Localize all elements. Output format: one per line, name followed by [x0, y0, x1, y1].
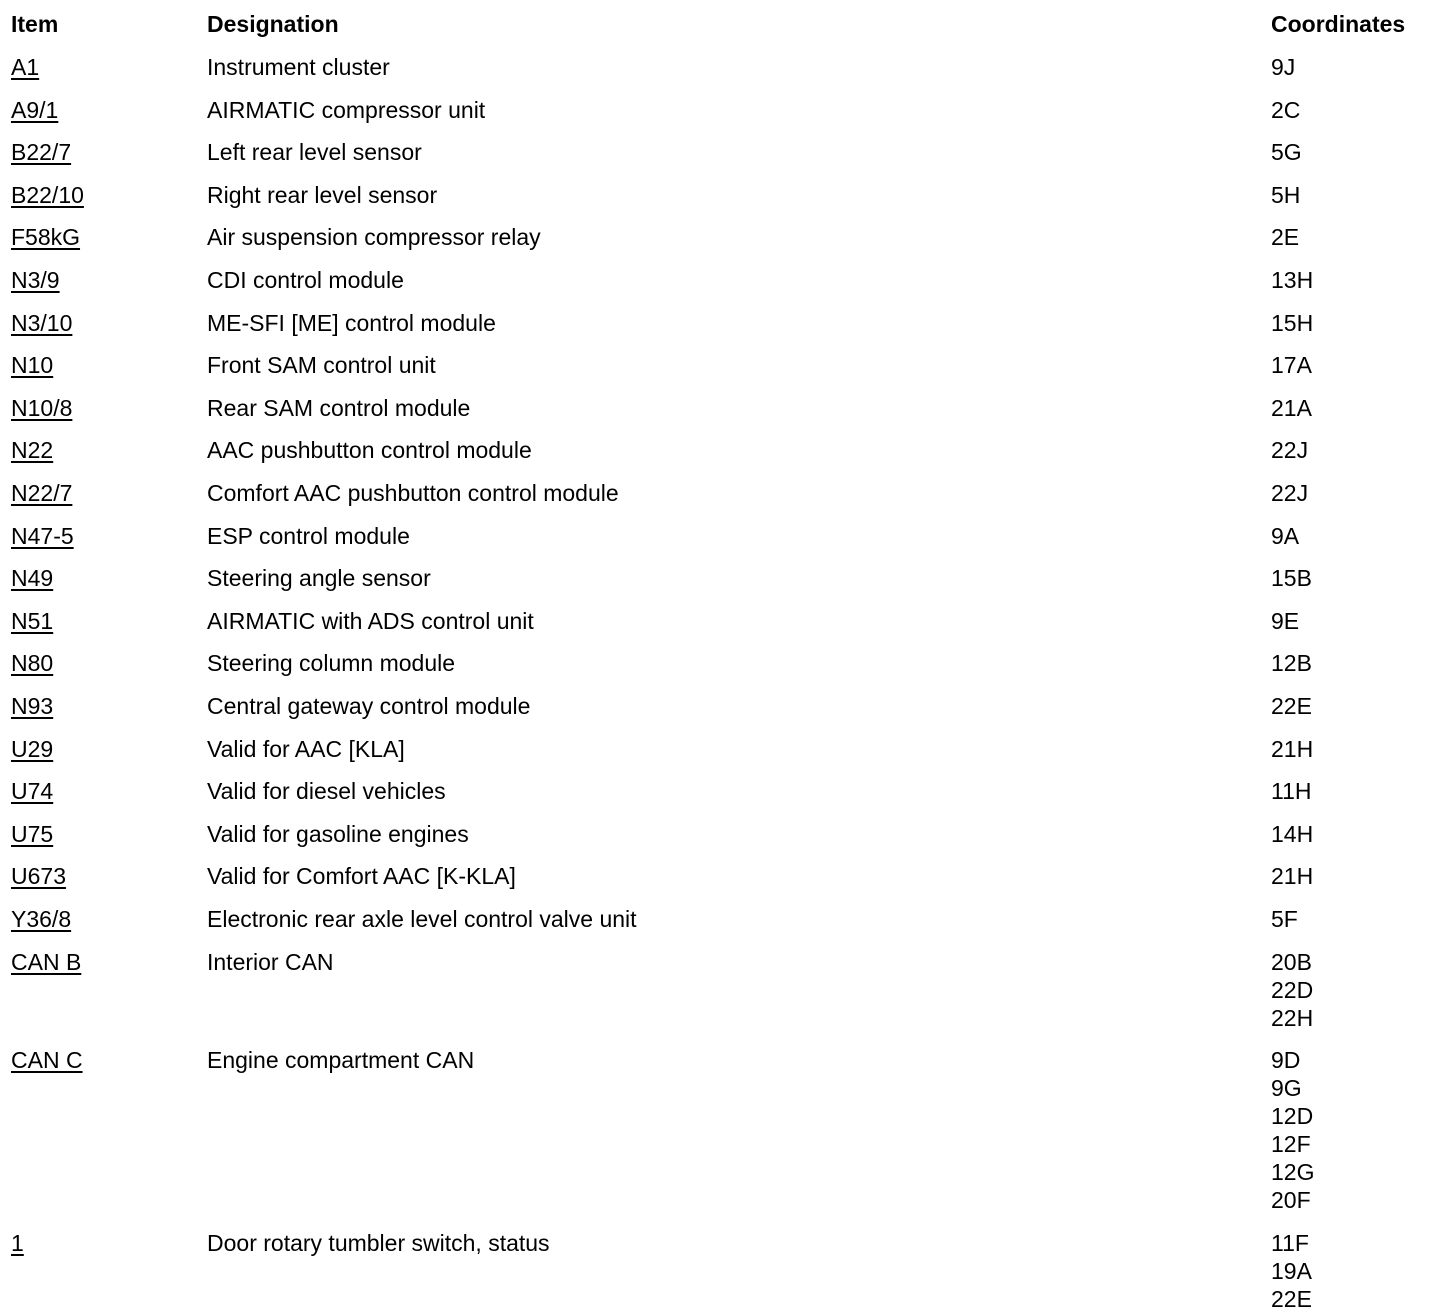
coordinate-value: 5H: [1271, 182, 1301, 208]
coordinate-value: 2E: [1271, 224, 1300, 250]
item-link[interactable]: U74: [11, 778, 54, 804]
coordinates-list: [1271, 735, 1313, 763]
designation-text: Interior CAN: [207, 949, 334, 975]
coordinate-value: 12B: [1271, 650, 1312, 676]
header-coordinates: Coordinates: [1271, 11, 1406, 37]
item-link[interactable]: N10: [11, 352, 54, 378]
coordinates-list: [1271, 309, 1313, 337]
coordinates-list: [1271, 479, 1308, 507]
coordinate-value: 21A: [1271, 395, 1312, 421]
coordinate-value: 19A: [1271, 1258, 1312, 1284]
coordinates-list: [1271, 394, 1312, 422]
designation-text: Central gateway control module: [207, 693, 531, 719]
designation-text: ESP control module: [207, 523, 410, 549]
coordinate-value: 15B: [1271, 565, 1312, 591]
item-link[interactable]: U673: [11, 863, 66, 889]
item-link[interactable]: B22/7: [11, 139, 72, 165]
coordinates-list: [1271, 564, 1312, 592]
coordinate-value: 20B: [1271, 949, 1312, 975]
designation-text: Valid for gasoline engines: [207, 821, 469, 847]
coordinates-list: [1271, 777, 1312, 805]
designation-text: ME-SFI [ME] control module: [207, 310, 496, 336]
item-link[interactable]: CAN B: [11, 949, 82, 975]
coordinate-value: 22E: [1271, 693, 1312, 719]
coordinates-list: [1271, 1229, 1312, 1313]
coordinate-value: 9A: [1271, 523, 1300, 549]
designation-text: Valid for AAC [KLA]: [207, 736, 405, 762]
item-link[interactable]: 1: [11, 1230, 24, 1256]
item-link[interactable]: U75: [11, 821, 54, 847]
item-link[interactable]: Y36/8: [11, 906, 72, 932]
header-designation: Designation: [207, 11, 339, 37]
item-link[interactable]: B22/10: [11, 182, 84, 208]
designation-text: Right rear level sensor: [207, 182, 438, 208]
coordinate-value: 5F: [1271, 906, 1298, 932]
coordinates-list: [1271, 820, 1313, 848]
coordinate-value: 9D: [1271, 1047, 1301, 1073]
coordinates-list: [1271, 223, 1299, 251]
coordinates-list: [1271, 436, 1308, 464]
coordinates-list: [1271, 649, 1312, 677]
item-link[interactable]: CAN C: [11, 1047, 83, 1073]
coordinate-value: 2C: [1271, 97, 1301, 123]
designation-text: Front SAM control unit: [207, 352, 436, 378]
coordinate-value: 15H: [1271, 310, 1314, 336]
coordinates-list: [1271, 905, 1298, 933]
coordinate-value: 11F: [1271, 1230, 1309, 1256]
coordinate-value: 5G: [1271, 139, 1302, 165]
coordinates-list: [1271, 351, 1312, 379]
designation-text: Left rear level sensor: [207, 139, 422, 165]
item-link[interactable]: A1: [11, 54, 40, 80]
coordinates-list: [1271, 138, 1302, 166]
designation-text: Steering column module: [207, 650, 456, 676]
coordinate-value: 20F: [1271, 1187, 1311, 1213]
designation-text: AAC pushbutton control module: [207, 437, 532, 463]
coordinate-value: 9E: [1271, 608, 1300, 634]
designation-text: Steering angle sensor: [207, 565, 431, 591]
item-link[interactable]: N49: [11, 565, 54, 591]
designation-text: Valid for Comfort AAC [K-KLA]: [207, 863, 516, 889]
coordinate-value: 22E: [1271, 1286, 1312, 1312]
designation-text: AIRMATIC with ADS control unit: [207, 608, 534, 634]
coordinates-list: [1271, 692, 1312, 720]
coordinates-list: [1271, 862, 1313, 890]
item-link[interactable]: N22: [11, 437, 54, 463]
coordinates-list: [1271, 266, 1313, 294]
designation-text: Engine compartment CAN: [207, 1047, 475, 1073]
item-link[interactable]: N22/7: [11, 480, 73, 506]
coordinates-list: [1271, 96, 1300, 124]
coordinate-value: 9J: [1271, 54, 1296, 80]
designation-text: Electronic rear axle level control valve unit: [207, 906, 637, 932]
coordinate-value: 12D: [1271, 1103, 1314, 1129]
coordinates-list: [1271, 1046, 1314, 1214]
item-link[interactable]: N3/9: [11, 267, 60, 293]
coordinate-value: 9G: [1271, 1075, 1302, 1101]
item-link[interactable]: N47-5: [11, 523, 74, 549]
item-link[interactable]: A9/1: [11, 97, 59, 123]
designation-text: Valid for diesel vehicles: [207, 778, 446, 804]
coordinate-value: 14H: [1271, 821, 1314, 847]
coordinates-list: [1271, 181, 1300, 209]
designation-text: CDI control module: [207, 267, 404, 293]
coordinate-value: 22J: [1271, 480, 1309, 506]
coordinates-list: [1271, 53, 1295, 81]
table-header: [0, 0, 1440, 53]
designation-text: Door rotary tumbler switch, status: [207, 1230, 550, 1256]
coordinate-value: 22H: [1271, 1005, 1314, 1031]
item-link[interactable]: U29: [11, 736, 54, 762]
designation-text: Instrument cluster: [207, 54, 390, 80]
coordinates-list: [1271, 522, 1299, 550]
header-item: Item: [11, 11, 59, 37]
coordinate-value: 12F: [1271, 1131, 1311, 1157]
coordinate-value: 22J: [1271, 437, 1309, 463]
designation-text: Comfort AAC pushbutton control module: [207, 480, 619, 506]
coordinate-value: 22D: [1271, 977, 1314, 1003]
item-link[interactable]: N3/10: [11, 310, 73, 336]
item-link[interactable]: N51: [11, 608, 54, 634]
designation-text: Rear SAM control module: [207, 395, 471, 421]
designation-text: AIRMATIC compressor unit: [207, 97, 486, 123]
designation-text: Air suspension compressor relay: [207, 224, 541, 250]
coordinate-value: 21H: [1271, 863, 1314, 889]
item-link[interactable]: N10/8: [11, 395, 73, 421]
item-link[interactable]: N93: [11, 693, 54, 719]
coordinate-value: 17A: [1271, 352, 1312, 378]
item-link[interactable]: F58kG: [11, 224, 81, 250]
item-link[interactable]: N80: [11, 650, 54, 676]
coordinates-list: [1271, 607, 1299, 635]
coordinate-value: 21H: [1271, 736, 1314, 762]
coordinate-value: 13H: [1271, 267, 1314, 293]
coordinates-list: [1271, 948, 1313, 1032]
coordinate-value: 12G: [1271, 1159, 1315, 1185]
coordinate-value: 11H: [1271, 778, 1312, 804]
